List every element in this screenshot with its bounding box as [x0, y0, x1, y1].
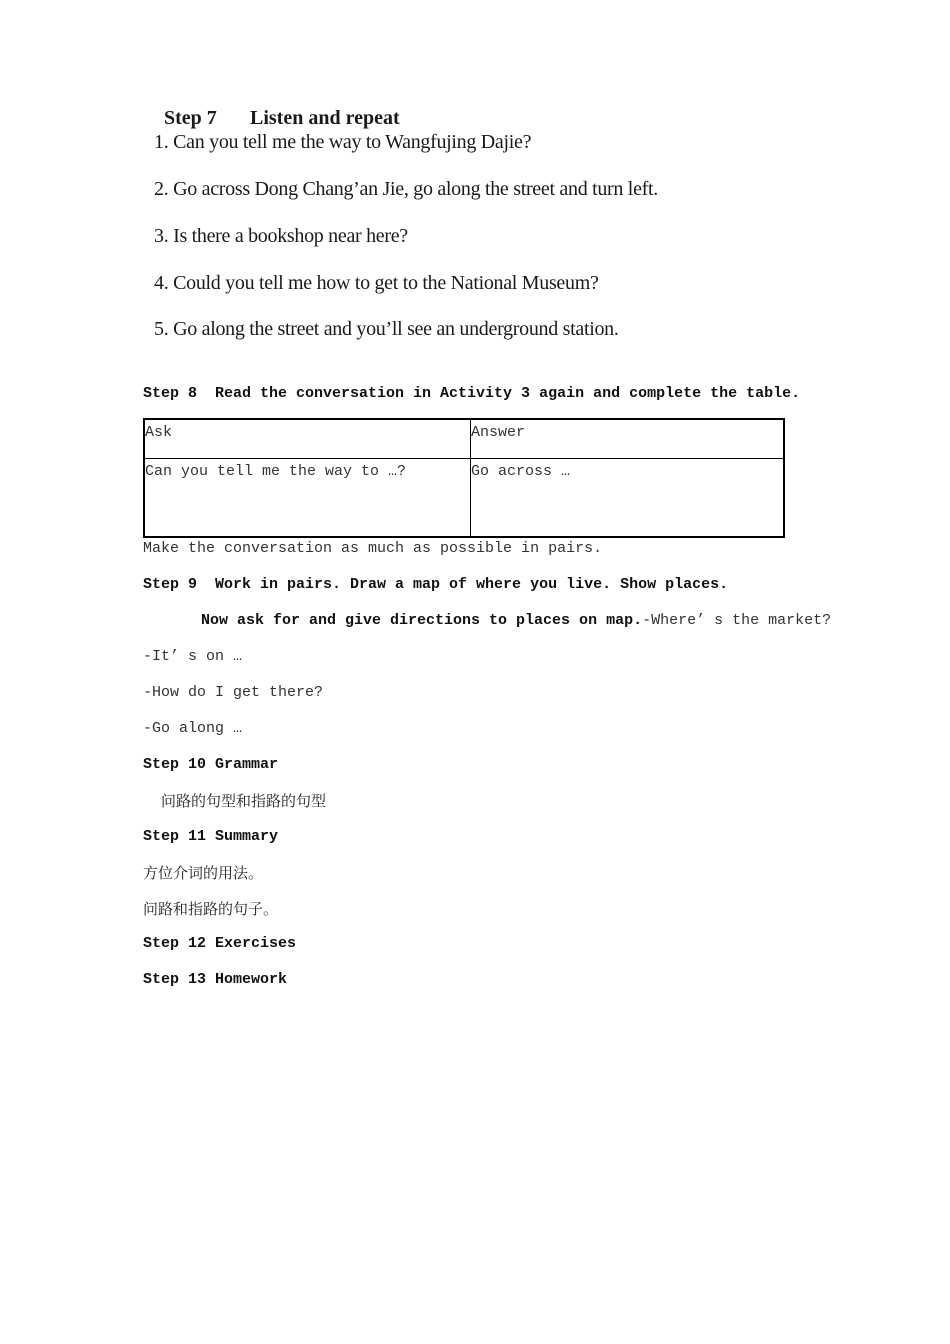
step9-line2 — [201, 612, 831, 629]
step9-heading: Step 9 Work in pairs. Draw a map of where you live. Show places. — [143, 576, 729, 593]
step10-heading: Step 10 Grammar — [143, 756, 279, 773]
step7-heading — [154, 84, 400, 130]
step11-heading: Step 11 Summary — [143, 828, 279, 845]
step13-heading: Step 13 Homework — [143, 971, 288, 988]
step9-line2-bold: Now ask for and give directions to places on map. — [201, 612, 643, 629]
repeat-line-2: 2. Go across Dong Chang’an Jie, go along the street and turn left. — [154, 178, 658, 200]
step12-heading: Step 12 Exercises — [143, 935, 297, 952]
step10-text: 问路的句型和指路的句型 — [161, 792, 327, 810]
summary-line-2: 问路和指路的句子。 — [143, 900, 279, 918]
repeat-line-1: 1. Can you tell me the way to Wangfujing Dajie? — [154, 131, 532, 153]
dialog-line-3: -Go along … — [143, 720, 243, 737]
ask-answer-table — [143, 418, 785, 538]
repeat-line-3: 3. Is there a bookshop near here? — [154, 225, 408, 247]
summary-line-1: 方位介词的用法。 — [143, 864, 264, 882]
table-header-answer: Answer — [471, 419, 785, 459]
repeat-line-5: 5. Go along the street and you’ll see an underground station. — [154, 318, 619, 340]
repeat-line-4: 4. Could you tell me how to get to the National Museum? — [154, 272, 599, 294]
table-header-row — [144, 419, 784, 459]
table-header-ask: Ask — [144, 419, 471, 459]
step7-title: Listen and repeat — [250, 107, 400, 129]
step8-heading: Step 8 Read the conversation in Activity 3 again and complete the table. — [143, 385, 801, 402]
step7-label: Step 7 — [164, 107, 217, 129]
table-cell-ask: Can you tell me the way to …? — [144, 459, 471, 538]
table-cell-answer: Go across … — [471, 459, 785, 538]
dialog-line-2: -How do I get there? — [143, 684, 324, 701]
dialog-line-1: -It’ s on … — [143, 648, 243, 665]
step8-note: Make the conversation as much as possible in pairs. — [143, 540, 603, 557]
table-row — [144, 459, 784, 538]
step9-line2-rest: -Where’ s the market? — [642, 612, 832, 629]
